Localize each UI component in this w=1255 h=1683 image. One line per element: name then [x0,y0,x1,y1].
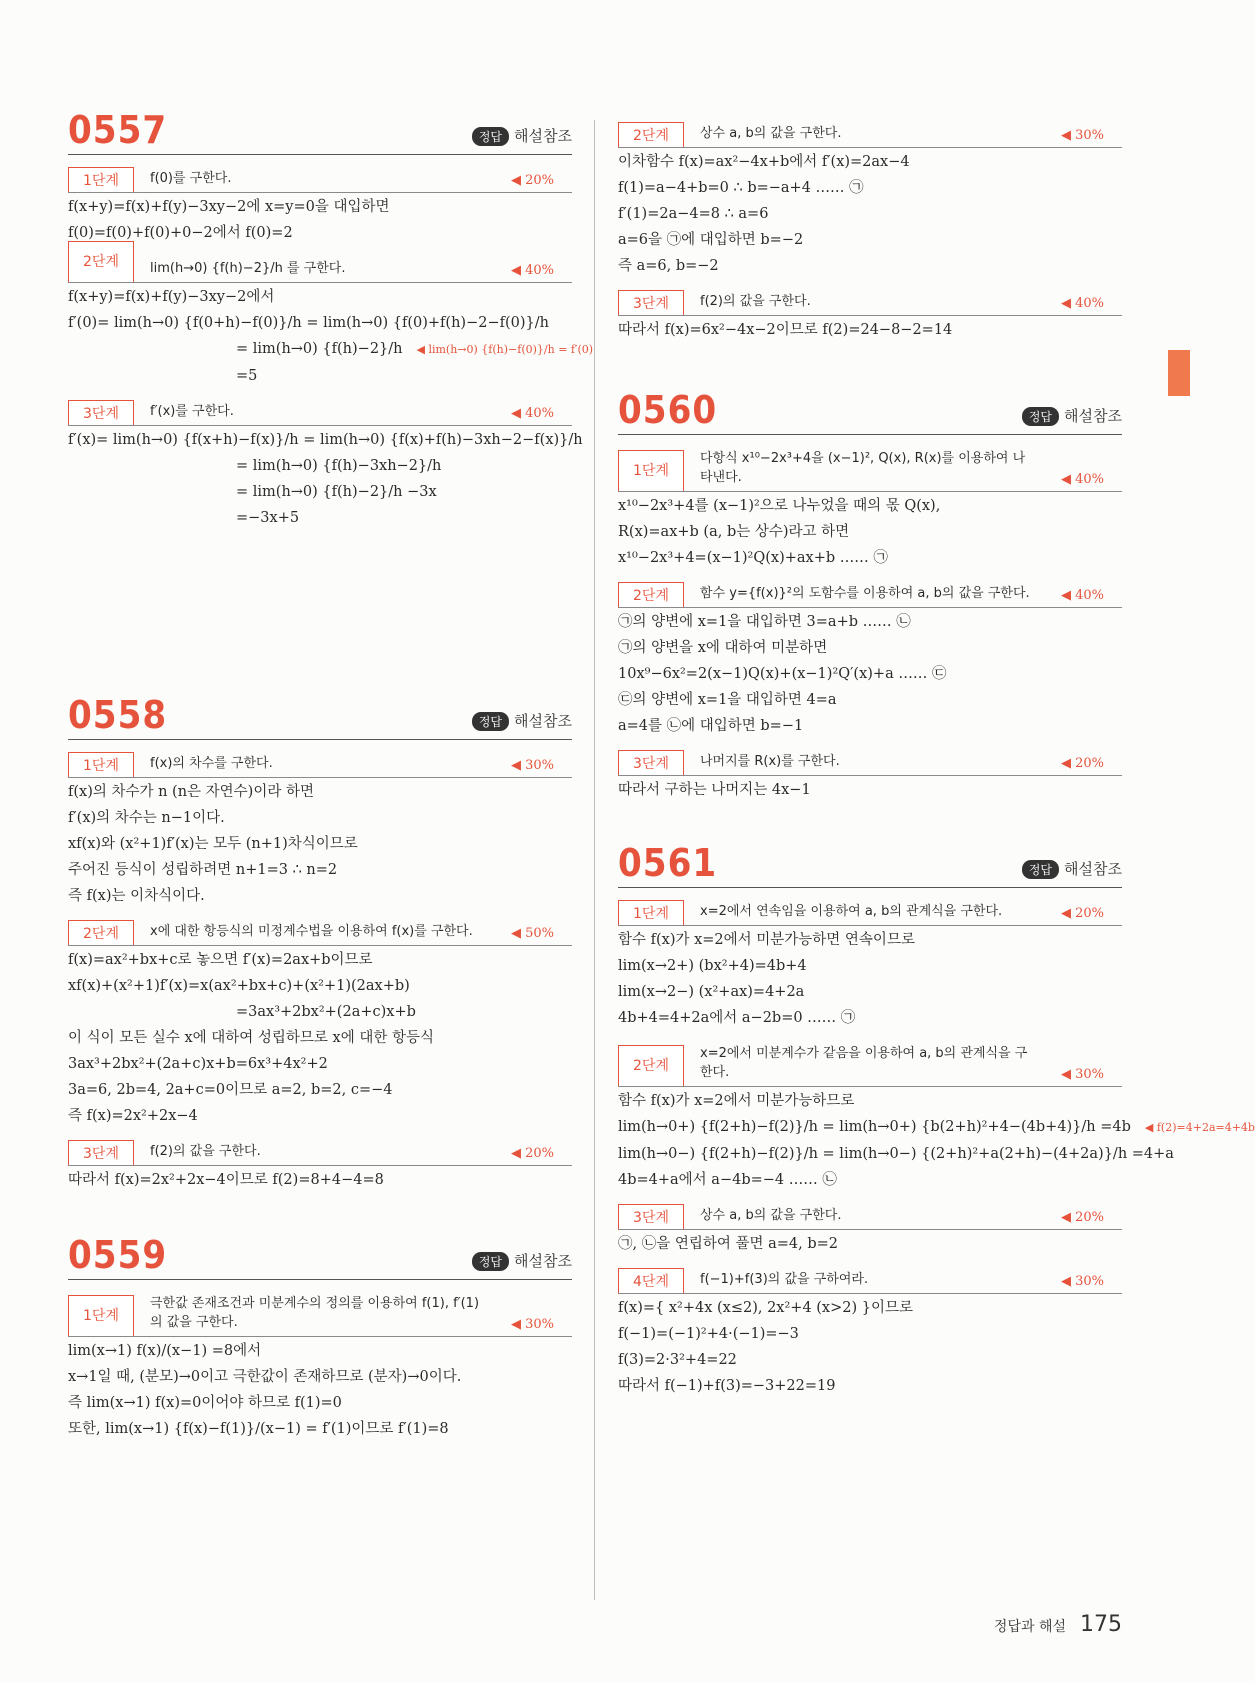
step-tag: 2단계 [618,1045,684,1086]
page-number: 175 [1080,1612,1122,1637]
answer-text: 해설참조 [1064,407,1122,425]
answer-badge: 정답 [472,1252,509,1271]
chapter-tab [1168,350,1190,396]
solution-text: 함수 f(x)가 x=2에서 미분가능하면 연속이므로 [618,932,915,948]
problem-number: 0559 [68,1233,168,1277]
problem-number: 0560 [618,388,718,432]
solution-text: ㉠, ㉡을 연립하여 풀면 a=4, b=2 [618,1236,838,1252]
solution-text: x¹⁰−2x³+4=(x−1)²Q(x)+ax+b …… ㉠ [618,550,888,566]
solution-line [618,954,1122,978]
answer-badge: 정답 [472,712,509,731]
solution-line [618,688,1122,712]
answer-label [1022,858,1122,879]
solution-text: 즉 f(x)=2x²+2x−4 [68,1108,198,1124]
solution-text: 함수 f(x)가 x=2에서 미분가능하므로 [618,1093,855,1109]
solution-line [68,884,572,908]
step-percent: ◀ 20% [510,1146,554,1161]
step-description: x=2에서 연속임을 이용하여 a, b의 관계식을 구한다. [700,904,1003,919]
solution-text: 10x⁹−6x²=2(x−1)Q(x)+(x−1)²Q′(x)+a …… ㉢ [618,666,947,682]
solution-line [618,150,1122,174]
solution-line [618,980,1122,1004]
step-tag: 1단계 [618,450,684,491]
solution-line [618,1142,1174,1166]
page-footer [994,1612,1122,1637]
solution-text: = lim(h→0) {f(h)−2}/h [236,341,403,357]
solution-text: ㉢의 양변에 x=1을 대입하면 4=a [618,692,837,708]
step-header [618,445,1122,492]
solution-line [618,1006,1122,1030]
problem-block [618,390,1122,802]
solution-line [618,610,1122,634]
step-percent: ◀ 20% [1060,756,1104,771]
solution-line [68,1365,572,1389]
step-header [68,1290,572,1337]
step-description: f(−1)+f(3)의 값을 구하여라. [700,1272,869,1287]
problem-header [68,695,572,740]
problem-number: 0561 [618,841,718,885]
solution-text: ㉠의 양변에 x=1을 대입하면 3=a+b …… ㉡ [618,614,911,630]
solution-text: 주어진 등식이 성립하려면 n+1=3 ∴ n=2 [68,862,338,878]
solution-line [68,337,594,362]
step-description: f(2)의 값을 구한다. [700,294,811,309]
step-tag: 3단계 [618,750,684,775]
answer-text: 해설참조 [514,127,572,145]
solution-line [68,806,572,830]
step-percent: ◀ 40% [510,263,554,278]
solution-line [618,228,1122,252]
step-header [68,255,572,283]
solution-text: 따라서 f(x)=6x²−4x−2이므로 f(2)=24−8−2=14 [618,322,953,338]
solution-text: xf(x)와 (x²+1)f′(x)는 모두 (n+1)차식이므로 [68,836,358,852]
column-divider [594,120,595,1600]
answer-text: 해설참조 [1064,860,1122,878]
solution-line [618,928,1122,952]
problem-block [618,841,1255,1398]
solution-text: = lim(h→0) {f(h)−2}/h −3x [236,484,437,500]
answer-label [1022,405,1122,426]
step-description: lim(h→0) {f(h)−2}/h 를 구한다. [150,261,346,276]
step-tag: 1단계 [68,1295,134,1336]
problem-block [68,108,594,530]
step-description: 상수 a, b의 값을 구한다. [700,1208,842,1223]
step-tag: 3단계 [68,1140,134,1165]
solution-text: f(x+y)=f(x)+f(y)−3xy−2에서 [68,289,275,305]
solution-line [618,1232,1122,1256]
solution-line [68,974,572,998]
step-header [68,165,572,193]
answer-label [472,125,572,146]
solution-line [618,520,1122,544]
solution-line [68,1052,572,1076]
step-percent: ◀ 30% [510,758,554,773]
solution-text: f(x)=ax²+bx+c로 놓으면 f′(x)=2ax+b이므로 [68,952,373,968]
solution-text: 이차함수 f(x)=ax²−4x+b에서 f′(x)=2ax−4 [618,154,910,170]
solution-line [68,1026,572,1050]
solution-line [68,221,572,245]
answer-badge: 정답 [472,127,509,146]
solution-line [68,1339,572,1363]
answer-text: 해설참조 [514,1252,572,1270]
solution-text: f′(x)= lim(h→0) {f(x+h)−f(x)}/h = lim(h→0) {f(x)+f(h)−3xh−2−f(x)}/h [68,432,583,448]
solution-text: f(−1)=(−1)²+4·(−1)=−3 [618,1326,799,1342]
solution-text: =5 [236,368,258,384]
step-tag: 1단계 [618,900,684,925]
solution-text: xf(x)+(x²+1)f′(x)=x(ax²+bx+c)+(x²+1)(2ax+b) [68,978,410,994]
step-percent: ◀ 30% [510,1317,554,1332]
solution-text: lim(x→2−) (x²+ax)=4+2a [618,984,805,1000]
step-description: 함수 y={f(x)}²의 도함수를 이용하여 a, b의 값을 구한다. [700,586,1030,601]
step-header [618,898,1122,926]
solution-text: 따라서 구하는 나머지는 4x−1 [618,782,811,798]
step-percent: ◀ 20% [1060,1210,1104,1225]
solution-line [618,1296,1122,1320]
step-description: 상수 a, b의 값을 구한다. [700,126,842,141]
step-header [618,1040,1122,1087]
step-tag: 2단계 [618,582,684,607]
problem-header [68,1235,572,1280]
step-percent: ◀ 20% [1060,906,1104,921]
solution-line [68,454,572,478]
solution-line [618,1168,1122,1192]
step-tag: 2단계 [68,920,134,945]
solution-text: lim(x→2+) (bx²+4)=4b+4 [618,958,807,974]
answer-label [472,1250,572,1271]
problem-number: 0557 [68,108,168,152]
solution-line [618,1348,1122,1372]
problem-header [68,110,572,155]
step-description: 다항식 x¹⁰−2x³+4을 (x−1)², Q(x), R(x)를 이용하여 나타낸다. [700,451,1026,485]
problem-header [618,390,1122,435]
solution-text: f′(x)의 차수는 n−1이다. [68,810,225,826]
solution-line [68,1000,572,1024]
solution-text: x¹⁰−2x³+4를 (x−1)²으로 나누었을 때의 몫 Q(x), [618,498,941,514]
solution-line [618,636,1122,660]
solution-line [618,494,1122,518]
solution-text: 즉 lim(x→1) f(x)=0이어야 하므로 f(1)=0 [68,1395,342,1411]
solution-text: =−3x+5 [236,510,300,526]
solution-text: lim(h→0+) {f(2+h)−f(2)}/h = lim(h→0+) {b(2+h)²+4−(4b+4)}/h =4b [618,1119,1131,1135]
solution-text: f′(1)=2a−4=8 ∴ a=6 [618,206,769,222]
step-percent: ◀ 20% [510,173,554,188]
step-header [68,1138,572,1166]
problem-block [618,110,1122,342]
step-percent: ◀ 50% [510,926,554,941]
solution-text: f(x+y)=f(x)+f(y)−3xy−2에 x=y=0을 대입하면 [68,199,390,215]
solution-line [68,832,572,856]
solution-line [68,780,572,804]
solution-line [68,1168,572,1192]
step-percent: ◀ 40% [1060,296,1104,311]
solution-line [68,1391,572,1415]
solution-line [68,480,572,504]
step-description: f(0)를 구한다. [150,171,232,186]
solution-text: ㉠의 양변을 x에 대하여 미분하면 [618,640,828,656]
hint-note: ◀ lim(h→0) {f(h)−f(0)}/h = f′(0) [416,343,594,356]
solution-text: R(x)=ax+b (a, b는 상수)라고 하면 [618,524,850,540]
step-header [68,398,572,426]
step-header [68,750,572,778]
solution-line [68,506,572,530]
step-description: f′(x)를 구한다. [150,404,234,419]
solution-line [618,176,1122,200]
solution-text: f′(0)= lim(h→0) {f(0+h)−f(0)}/h = lim(h→0) {f(0)+f(h)−2−f(0)}/h [68,315,549,331]
step-percent: ◀ 40% [1060,588,1104,603]
solution-line [618,1089,1122,1113]
problem-block [68,695,572,1192]
solution-line [68,311,572,335]
step-tag: 2단계 [618,122,684,147]
step-tag: 3단계 [618,290,684,315]
solution-text: f(x)={ x²+4x (x≤2), 2x²+4 (x>2) }이므로 [618,1300,913,1316]
step-percent: ◀ 30% [1060,1067,1104,1082]
solution-line [68,1417,572,1441]
solution-line [68,948,572,972]
solution-text: 이 식이 모든 실수 x에 대하여 성립하므로 x에 대한 항등식 [68,1030,434,1046]
solution-text: 즉 f(x)는 이차식이다. [68,888,205,904]
solution-text: lim(x→1) f(x)/(x−1) =8에서 [68,1343,262,1359]
step-percent: ◀ 40% [1060,472,1104,487]
step-percent: ◀ 30% [1060,1274,1104,1289]
step-header [618,288,1122,316]
answer-badge: 정답 [1022,860,1059,879]
problem-header [618,843,1122,888]
solution-text: =3ax³+2bx²+(2a+c)x+b [236,1004,416,1020]
step-tag: 1단계 [68,752,134,777]
solution-line [68,195,572,219]
step-header [618,1266,1122,1294]
step-description: f(2)의 값을 구한다. [150,1144,261,1159]
solution-text: lim(h→0−) {f(2+h)−f(2)}/h = lim(h→0−) {(2+h)²+a(2+h)−(4+2a)}/h =4+a [618,1146,1174,1162]
problem-number: 0558 [68,693,168,737]
step-description: f(x)의 차수를 구한다. [150,756,273,771]
solution-line [618,254,1122,278]
solution-line [68,858,572,882]
step-percent: ◀ 40% [510,406,554,421]
solution-text: a=6을 ㉠에 대입하면 b=−2 [618,232,804,248]
solution-text: 즉 a=6, b=−2 [618,258,719,274]
solution-text: = lim(h→0) {f(h)−3xh−2}/h [236,458,442,474]
step-tag: 4단계 [618,1268,684,1293]
solution-line [68,1104,572,1128]
solution-line [618,662,1122,686]
solution-text: f(x)의 차수가 n (n은 자연수)이라 하면 [68,784,314,800]
solution-text: 따라서 f(−1)+f(3)=−3+22=19 [618,1378,836,1394]
step-header [618,1202,1122,1230]
step-tag: 1단계 [68,167,134,192]
solution-line [618,1115,1255,1140]
solution-line [618,1374,1122,1398]
solution-text: 3ax³+2bx²+(2a+c)x+b=6x³+4x²+2 [68,1056,328,1072]
solution-line [68,1078,572,1102]
solution-line [68,364,572,388]
solution-text: 4b=4+a에서 a−4b=−4 …… ㉡ [618,1172,837,1188]
step-tag: 3단계 [68,400,134,425]
step-description: 나머지를 R(x)를 구한다. [700,754,840,769]
answer-label [472,710,572,731]
solution-text: f(3)=2·3²+4=22 [618,1352,737,1368]
solution-text: 3a=6, 2b=4, 2a+c=0이므로 a=2, b=2, c=−4 [68,1082,393,1098]
solution-line [618,1322,1122,1346]
solution-text: a=4를 ㉡에 대입하면 b=−1 [618,718,804,734]
solution-text: 또한, lim(x→1) {f(x)−f(1)}/(x−1) = f′(1)이므로 f′(1)=8 [68,1421,449,1437]
step-tag: 2단계 [68,241,134,282]
footer-label: 정답과 해설 [993,1619,1066,1635]
solution-line [618,202,1122,226]
solution-text: f(0)=f(0)+f(0)+0−2에서 f(0)=2 [68,225,293,241]
solution-text: 4b+4=4+2a에서 a−2b=0 …… ㉠ [618,1010,856,1026]
step-header [618,580,1122,608]
solution-text: 따라서 f(x)=2x²+2x−4이므로 f(2)=8+4−4=8 [68,1172,384,1188]
solution-line [68,285,572,309]
step-tag: 3단계 [618,1204,684,1229]
problem-block [68,1235,572,1441]
answer-badge: 정답 [1022,407,1059,426]
solution-line [618,546,1122,570]
step-header [618,120,1122,148]
step-description: 극한값 존재조건과 미분계수의 정의를 이용하여 f(1), f′(1)의 값을 구한다. [150,1296,480,1330]
step-header [618,748,1122,776]
solution-text: x→1일 때, (분모)→0이고 극한값이 존재하므로 (분자)→0이다. [68,1369,462,1385]
solution-line [618,318,1122,342]
step-description: x=2에서 미분계수가 같음을 이용하여 a, b의 관계식을 구한다. [700,1046,1028,1080]
solution-line [68,428,583,452]
answer-text: 해설참조 [514,712,572,730]
solution-text: f(1)=a−4+b=0 ∴ b=−a+4 …… ㉠ [618,180,864,196]
step-header [68,918,572,946]
hint-note: ◀ f(2)=4+2a=4+4b [1144,1121,1255,1134]
solution-line [618,778,1122,802]
step-percent: ◀ 30% [1060,128,1104,143]
step-description: x에 대한 항등식의 미정계수법을 이용하여 f(x)를 구한다. [150,924,473,939]
solution-line [618,714,1122,738]
